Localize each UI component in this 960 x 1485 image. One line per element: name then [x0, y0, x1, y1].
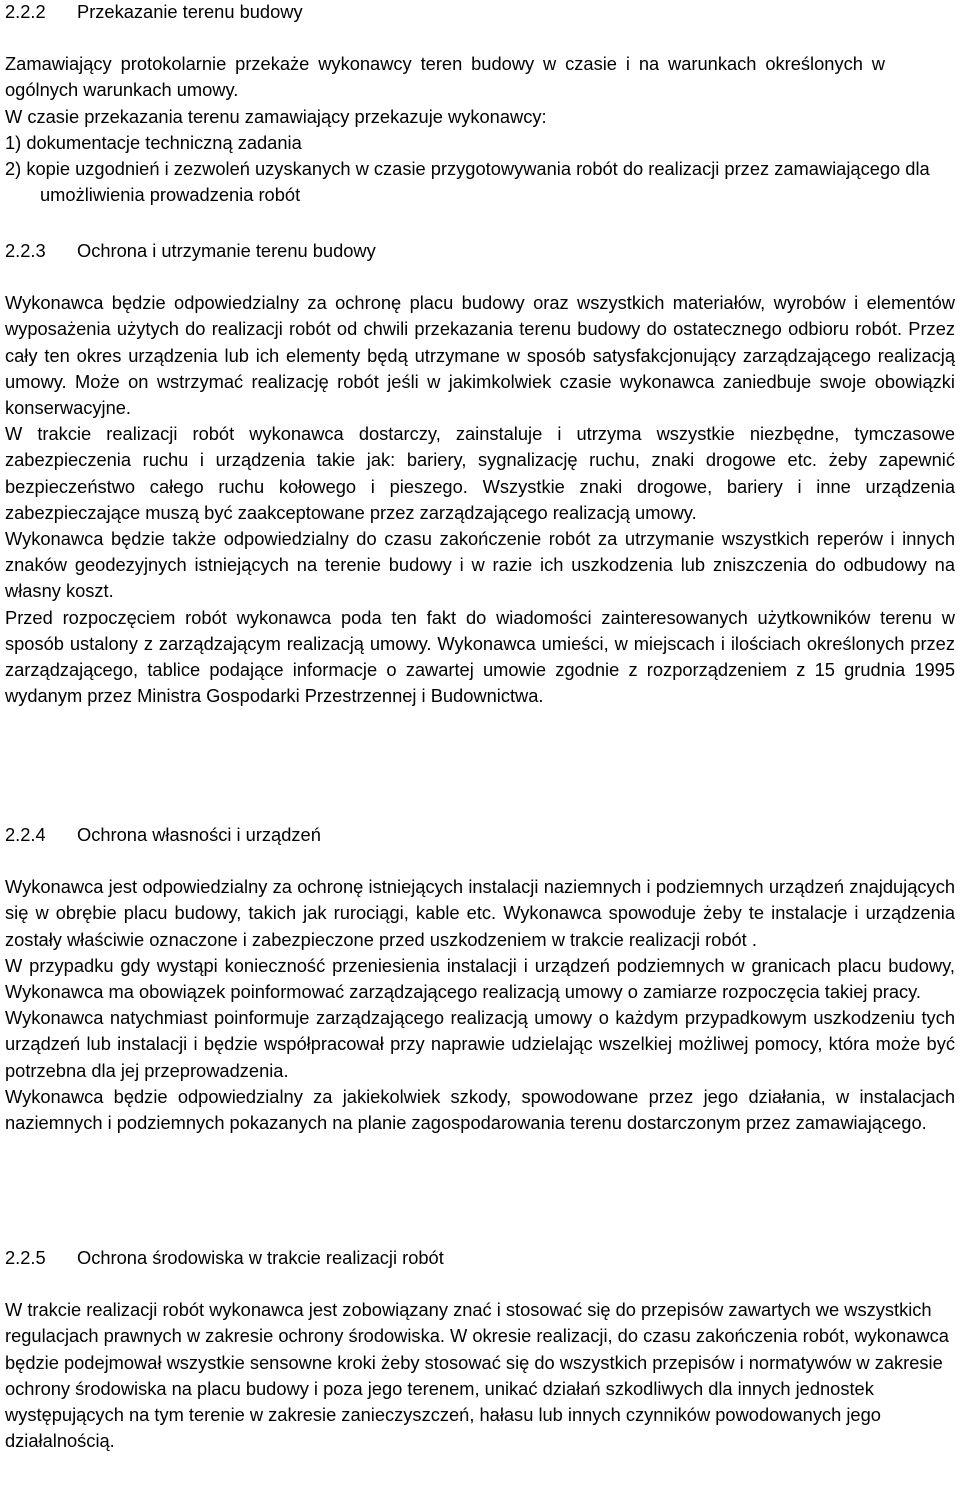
list-item: 2) kopie uzgodnień i zezwoleń uzyskanych w czasie przygotowywania robót do realizacji przez zamawiającego dla umożliwienia prowadzenia robót — [5, 158, 930, 206]
paragraph: W trakcie realizacji robót wykonawca dostarczy, zainstaluje i utrzyma wszystkie niezbędne, tymczasowe zabezpieczenia ruchu i urządzenia takie jak: bariery, sygnalizację ruchu, znaki drogowe etc. żeby zapewnić bezpieczeństwo całego ruchu kołowego i pieszego. Wszystkie znaki drogowe, bariery i inne urządzenia zabezpieczające muszą być zaakceptowane przez zarządzającego realizacją umowy. — [5, 423, 955, 523]
paragraph: Przed rozpoczęciem robót wykonawca poda ten fakt do wiadomości zainteresowanych użytkowników terenu w sposób ustalony z zarządzającym realizacją umowy. Wykonawca umieści, w miejscach i ilościach określonych przez zarządzającego, tablice podające informacje o zawartej umowie zgodnie z rozporządzeniem z 15 grudnia 1995 wydanym przez Ministra Gospodarki Przestrzennej i Budownictwa. — [5, 606, 955, 707]
section-number: 2.2.4 — [5, 824, 46, 845]
paragraph: W przypadku gdy wystąpi konieczność przeniesienia instalacji i urządzeń podziemnych w granicach placu budowy, Wykonawca ma obowiązek poinformować zarządzającego realizacją umowy o zamiarze rozpoczęcia takiej pracy. — [5, 954, 955, 1003]
paragraph: Wykonawca jest odpowiedzialny za ochronę istniejących instalacji naziemnych i podziemnych urządzeń znajdujących się w obrębie placu budowy, takich jak rurociągi, kable etc. Wykonawca spowoduje żeby te instalacje i urządzenia zostały właściwie oznaczone i zabezpieczone przed uszkodzeniem w trakcie realizacji robót . — [5, 876, 955, 950]
section-title: Ochrona i utrzymanie terenu budowy — [77, 240, 376, 261]
paragraph: Zamawiający protokolarnie przekaże wykonawcy teren budowy w czasie i na warunkach określonych w ogólnych warunkach umowy. — [5, 53, 885, 101]
list-item: 1) dokumentacje techniczną zadania — [5, 131, 302, 153]
section-title: Ochrona środowiska w trakcie realizacji robót — [77, 1247, 444, 1268]
paragraph: Wykonawca będzie także odpowiedzialny do czasu zakończenie robót za utrzymanie wszystkich reperów i innych znaków geodezyjnych istniejących na terenie budowy i w razie ich uszkodzenia lub zniszczenia do odbudowy na własny koszt. — [5, 528, 955, 602]
paragraph: Wykonawca będzie odpowiedzialny za ochronę placu budowy oraz wszystkich materiałów, wyrobów i elementów wyposażenia użytych do realizacji robót od chwili przekazania terenu budowy do ostatecznego odbioru robót. Przez cały ten okres urządzenia lub ich elementy będą utrzymane w sposób satysfakcjonujący zarządzającego realizacją umowy. Może on wstrzymać realizację robót jeśli w jakimkolwiek czasie wykonawca zaniedbuje swoje obowiązki konserwacyjne. — [5, 292, 955, 419]
paragraph: Wykonawca natychmiast poinformuje zarządzającego realizacją umowy o każdym przypadkowym uszkodzeniu tych urządzeń lub instalacji i będzie współpracował przy naprawie udzielając wszelkiej możliwej pomocy, która może być potrzebna dla jej przeprowadzenia. — [5, 1007, 955, 1081]
section-number: 2.2.2 — [5, 1, 46, 22]
section-heading — [5, 1245, 955, 1271]
section-number: 2.2.3 — [5, 240, 46, 261]
section-title: Ochrona własności i urządzeń — [77, 824, 321, 845]
section-heading — [5, 0, 955, 25]
paragraph: Wykonawca będzie odpowiedzialny za jakiekolwiek szkody, spowodowane przez jego działania, w instalacjach naziemnych i podziemnych pokazanych na planie zagospodarowania terenu dostarczonym przez zamawiającego. — [5, 1085, 955, 1134]
section-2-2-3 — [5, 238, 955, 709]
section-heading — [5, 822, 955, 848]
section-2-2-2 — [5, 0, 955, 208]
section-2-2-4 — [5, 822, 955, 1136]
list — [5, 130, 955, 209]
paragraph: W trakcie realizacji robót wykonawca jest zobowiązany znać i stosować się do przepisów zawartych we wszystkich regulacjach prawnych w zakresie ochrony środowiska. W okresie realizacji, do czasu zakończenia robót, wykonawca będzie podejmował wszystkie sensowne kroki żeby stosować się do wszystkich przepisów i normatywów w zakresie ochrony środowiska na placu budowy i poza jego terenem, unikać działań szkodliwych dla innych jednostek występujących na tym terenie w zakresie zanieczyszczeń, hałasu lub innych czynników powodowanych jego działalnością. — [5, 1299, 949, 1452]
section-title: Przekazanie terenu budowy — [77, 1, 303, 22]
section-2-2-5 — [5, 1245, 955, 1454]
section-number: 2.2.5 — [5, 1247, 46, 1268]
section-heading — [5, 238, 955, 264]
paragraph: W czasie przekazania terenu zamawiający przekazuje wykonawcy: — [5, 105, 547, 127]
